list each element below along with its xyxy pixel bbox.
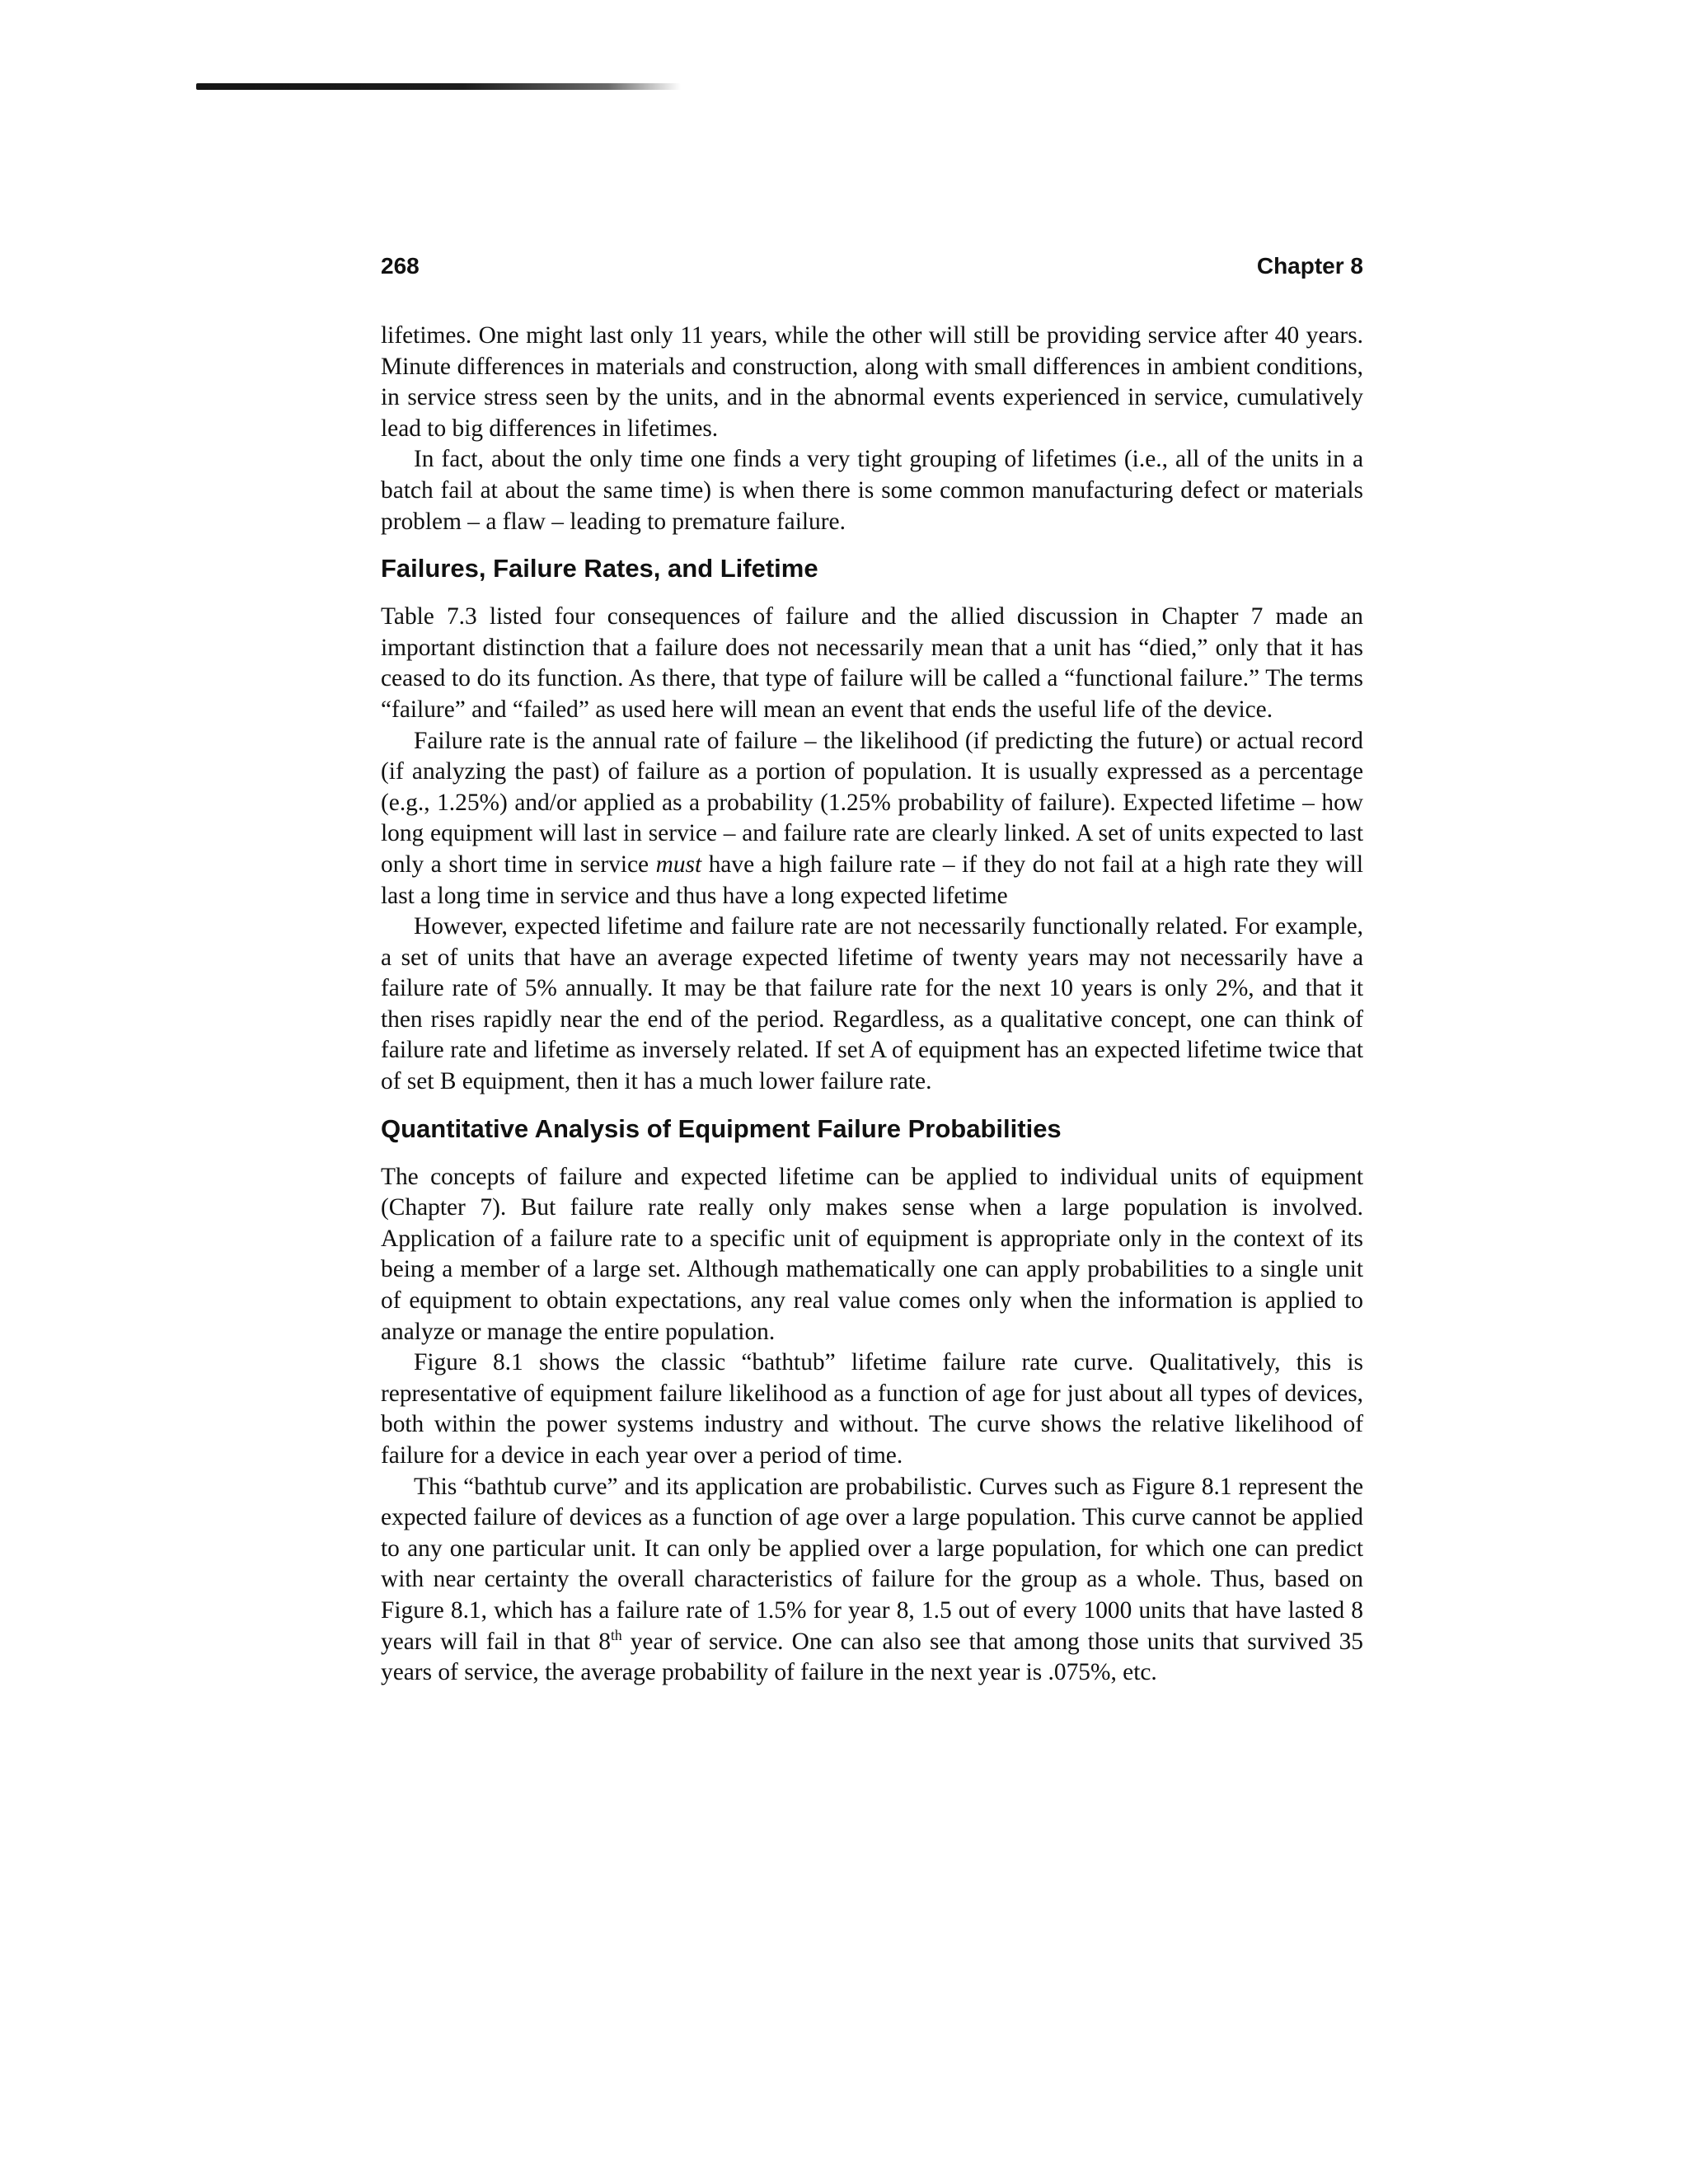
- emphasis-text: must: [655, 851, 702, 878]
- paragraph: [381, 726, 1363, 912]
- section-heading-failures: Failures, Failure Rates, and Lifetime: [381, 554, 818, 583]
- paragraph: In fact, about the only time one finds a very tight grouping of lifetimes (i.e., all of the units in a batch fail at about the same time) is when there is some common manufacturing defect or materials problem – a flaw – leading to premature failure.: [381, 446, 1363, 535]
- paragraph-text: year of service. One can also see that among those units that survived 35 years of service, the average probability of failure in the next year is .075%, etc.: [381, 1628, 1363, 1686]
- paragraph-text: Failure rate is the annual rate of failure – the likelihood (if predicting the future) or actual record (if analyzing the past) of failure as a portion of population. It is usually expressed as a percentage (e.g., 1.25%) and/or applied as a probability (1.25% probability of failure). Expected lifetime – how long equipment will last in service – and failure rate are clearly linked. A set of units expected to last only a short time in service: [381, 727, 1363, 878]
- paragraph: However, expected lifetime and failure rate are not necessarily functionally related. For example, a set of units that have an average expected lifetime of twenty years may not necessarily have a failure rate of 5% annually. It may be that failure rate for the next 10 years is only 2%, and that it then rises rapidly near the end of the period. Regardless, as a qualitative concept, one can think of failure rate and lifetime as inversely related. If set A of equipment has an expected lifetime twice that of set B equipment, then it has a much lower failure rate.: [381, 913, 1363, 1095]
- top-rule: [196, 83, 681, 90]
- page: [381, 251, 1363, 1689]
- paragraph-text: This “bathtub curve” and its application are probabilistic. Curves such as Figure 8.1 represent the expected failure of devices as a function of age over a large population. This curve cannot be applied to any one particular unit. It can only be applied over a large population, for which one can predict with near certainty the overall characteristics of failure for the group as a whole. Thus, based on Figure 8.1, which has a failure rate of 1.5% for year 8, 1.5 out of every 1000 units that have lasted 8 years will fail in that 8: [381, 1473, 1363, 1655]
- running-head: [381, 251, 1363, 281]
- paragraph: Figure 8.1 shows the classic “bathtub” lifetime failure rate curve. Qualitatively, this is representative of equipment failure likelihood as a function of age for just about all types of devices, both within the power systems industry and without. The curve shows the relative likelihood of failure for a device in each year over a period of time.: [381, 1349, 1363, 1469]
- chapter-label: Chapter 8: [1256, 253, 1363, 279]
- page-number: 268: [381, 253, 420, 279]
- paragraph: [381, 1472, 1363, 1689]
- paragraph: The concepts of failure and expected lifetime can be applied to individual units of equipment (Chapter 7). But failure rate really only makes sense when a large population is involved. Application of a failure rate to a specific unit of equipment is appropriate only in the context of its being a member of a large set. Although mathematically one can apply probabilities to a single unit of equipment to obtain expectations, any real value comes only when the information is applied to analyze or manage the entire population.: [381, 1163, 1363, 1345]
- ordinal-suffix: th: [610, 1626, 622, 1643]
- body-text: [381, 321, 1363, 1689]
- paragraph: lifetimes. One might last only 11 years, while the other will still be providing service after 40 years. Minute differences in materials and construction, along with small differences in ambient conditions, in service stress seen by the units, and in the abnormal events experienced in service, cumulatively lead to big differences in lifetimes.: [381, 322, 1363, 442]
- paragraph: Table 7.3 listed four consequences of failure and the allied discussion in Chapter 7 made an important distinction that a failure does not necessarily mean that a unit has “died,” only that it has ceased to do its function. As there, that type of failure will be called a “functional failure.” The terms “failure” and “failed” as used here will mean an event that ends the useful life of the device.: [381, 603, 1363, 723]
- paragraph-text: have a high failure rate – if they do not fail at a high rate they will last a long time in service and thus have a long expected lifetime: [381, 851, 1364, 909]
- section-heading-quantitative: Quantitative Analysis of Equipment Failure Probabilities: [381, 1113, 1062, 1143]
